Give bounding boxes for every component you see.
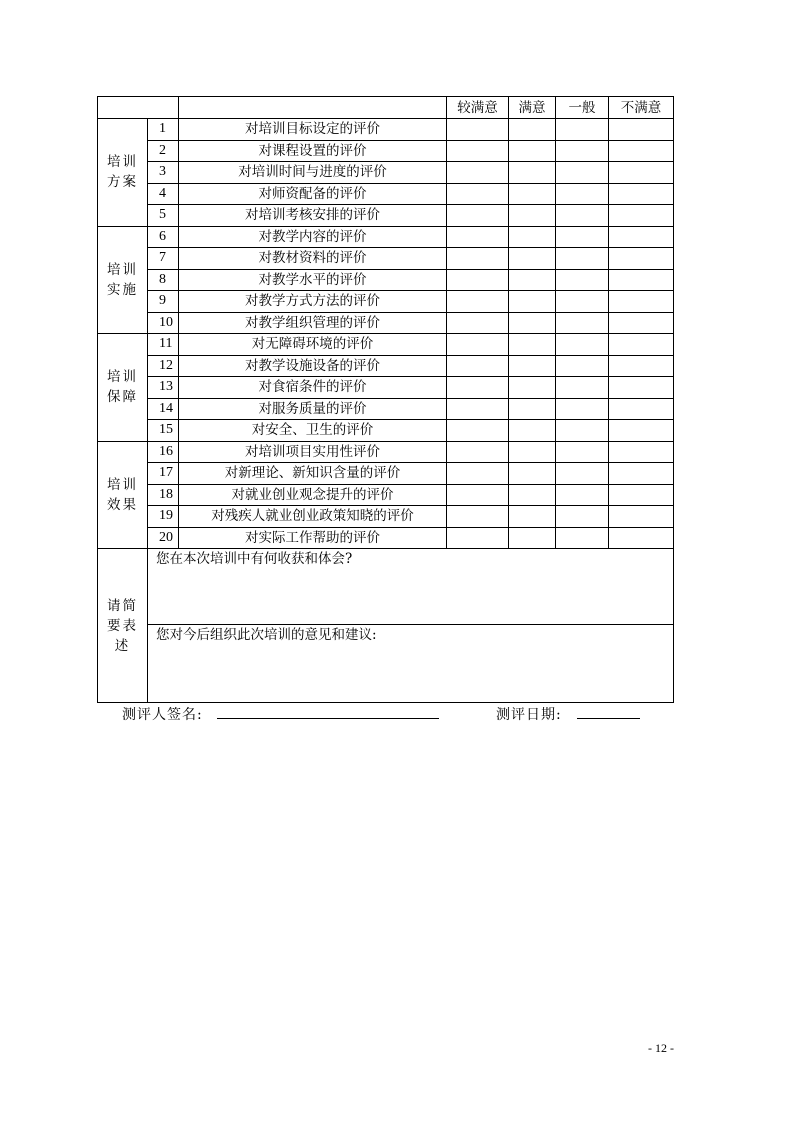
item-label: 对师资配备的评价 — [179, 183, 447, 205]
rating-average-cell[interactable] — [556, 463, 609, 485]
rating-satisfied-cell[interactable] — [509, 140, 556, 162]
rating-very-satisfied-cell[interactable] — [447, 248, 509, 270]
brief-row-1 — [98, 549, 674, 625]
rating-satisfied-cell[interactable] — [509, 355, 556, 377]
item-header-cell — [179, 97, 447, 119]
rating-very-satisfied-cell[interactable] — [447, 119, 509, 141]
item-number: 15 — [148, 420, 179, 442]
table-row — [98, 506, 674, 528]
group-name-line: 效果 — [107, 496, 138, 513]
rating-satisfied-cell[interactable] — [509, 527, 556, 549]
item-number: 3 — [148, 162, 179, 184]
rating-average-cell[interactable] — [556, 484, 609, 506]
rating-satisfied-cell[interactable] — [509, 398, 556, 420]
item-label: 对新理论、新知识含量的评价 — [179, 463, 447, 485]
rating-dissatisfied-cell[interactable] — [609, 506, 674, 528]
suggestions-question: 您对今后组织此次培训的意见和建议: — [156, 627, 377, 643]
item-number: 7 — [148, 248, 179, 270]
item-number: 12 — [148, 355, 179, 377]
signer-signature-line[interactable] — [217, 718, 439, 719]
rating-dissatisfied-cell[interactable] — [609, 291, 674, 313]
rating-very-satisfied-cell[interactable] — [447, 269, 509, 291]
rating-average-cell[interactable] — [556, 183, 609, 205]
rating-satisfied-cell[interactable] — [509, 441, 556, 463]
rating-average-cell[interactable] — [556, 334, 609, 356]
rating-satisfied-cell[interactable] — [509, 506, 556, 528]
table-row — [98, 484, 674, 506]
rating-average-cell[interactable] — [556, 441, 609, 463]
rating-dissatisfied-cell[interactable] — [609, 312, 674, 334]
rating-dissatisfied-cell[interactable] — [609, 205, 674, 227]
rating-dissatisfied-cell[interactable] — [609, 269, 674, 291]
rating-average-cell[interactable] — [556, 527, 609, 549]
rating-dissatisfied-cell[interactable] — [609, 162, 674, 184]
header-satisfied: 满意 — [509, 97, 556, 119]
item-label: 对教材资料的评价 — [179, 248, 447, 270]
rating-dissatisfied-cell[interactable] — [609, 248, 674, 270]
blank-header-cell — [98, 97, 179, 119]
item-label: 对实际工作帮助的评价 — [179, 527, 447, 549]
group-name-line: 培训 — [107, 154, 138, 171]
rating-average-cell[interactable] — [556, 312, 609, 334]
item-number: 16 — [148, 441, 179, 463]
table-row — [98, 183, 674, 205]
rating-average-cell[interactable] — [556, 269, 609, 291]
rating-average-cell[interactable] — [556, 248, 609, 270]
table-row — [98, 463, 674, 485]
header-very-satisfied: 较满意 — [447, 97, 509, 119]
table-row — [98, 205, 674, 227]
rating-dissatisfied-cell[interactable] — [609, 420, 674, 442]
table-row — [98, 355, 674, 377]
rating-very-satisfied-cell[interactable] — [447, 226, 509, 248]
item-label: 对教学设施设备的评价 — [179, 355, 447, 377]
rating-average-cell[interactable] — [556, 506, 609, 528]
item-number: 5 — [148, 205, 179, 227]
suggestions-response-area[interactable] — [148, 625, 674, 703]
rating-dissatisfied-cell[interactable] — [609, 334, 674, 356]
rating-dissatisfied-cell[interactable] — [609, 119, 674, 141]
item-number: 8 — [148, 269, 179, 291]
table-row — [98, 441, 674, 463]
rating-satisfied-cell[interactable] — [509, 291, 556, 313]
rating-average-cell[interactable] — [556, 398, 609, 420]
table-row — [98, 162, 674, 184]
rating-satisfied-cell[interactable] — [509, 269, 556, 291]
group-name-cell — [98, 441, 148, 549]
item-number: 9 — [148, 291, 179, 313]
header-row — [98, 97, 674, 119]
rating-dissatisfied-cell[interactable] — [609, 377, 674, 399]
rating-average-cell[interactable] — [556, 377, 609, 399]
rating-very-satisfied-cell[interactable] — [447, 355, 509, 377]
item-label: 对教学组织管理的评价 — [179, 312, 447, 334]
rating-satisfied-cell[interactable] — [509, 463, 556, 485]
table-row — [98, 420, 674, 442]
brief-label-line: 述 — [114, 637, 131, 654]
page-number: - 12 - — [648, 1041, 674, 1055]
table-row — [98, 291, 674, 313]
brief-label-line: 请简 — [107, 597, 138, 614]
rating-satisfied-cell[interactable] — [509, 420, 556, 442]
group-name-cell — [98, 119, 148, 227]
item-number: 14 — [148, 398, 179, 420]
group-name-line: 实施 — [107, 281, 138, 298]
rating-very-satisfied-cell[interactable] — [447, 377, 509, 399]
rating-very-satisfied-cell[interactable] — [447, 441, 509, 463]
rating-average-cell[interactable] — [556, 119, 609, 141]
rating-average-cell[interactable] — [556, 205, 609, 227]
item-label: 对课程设置的评价 — [179, 140, 447, 162]
rating-satisfied-cell[interactable] — [509, 312, 556, 334]
item-label: 对就业创业观念提升的评价 — [179, 484, 447, 506]
brief-section-label — [98, 549, 148, 703]
rating-satisfied-cell[interactable] — [509, 205, 556, 227]
item-number: 1 — [148, 119, 179, 141]
rating-very-satisfied-cell[interactable] — [447, 205, 509, 227]
item-number: 4 — [148, 183, 179, 205]
rating-dissatisfied-cell[interactable] — [609, 441, 674, 463]
rating-average-cell[interactable] — [556, 162, 609, 184]
brief-label-line: 要表 — [107, 617, 138, 634]
item-label: 对培训时间与进度的评价 — [179, 162, 447, 184]
rating-dissatisfied-cell[interactable] — [609, 355, 674, 377]
item-label: 对食宿条件的评价 — [179, 377, 447, 399]
header-dissatisfied: 不满意 — [609, 97, 674, 119]
table-row — [98, 398, 674, 420]
item-label: 对安全、卫生的评价 — [179, 420, 447, 442]
rating-very-satisfied-cell[interactable] — [447, 463, 509, 485]
table-row — [98, 269, 674, 291]
rating-very-satisfied-cell[interactable] — [447, 334, 509, 356]
rating-very-satisfied-cell[interactable] — [447, 162, 509, 184]
rating-average-cell[interactable] — [556, 226, 609, 248]
rating-satisfied-cell[interactable] — [509, 248, 556, 270]
rating-very-satisfied-cell[interactable] — [447, 312, 509, 334]
item-label: 对培训项目实用性评价 — [179, 441, 447, 463]
rating-very-satisfied-cell[interactable] — [447, 420, 509, 442]
group-name-line: 方案 — [107, 174, 138, 191]
rating-dissatisfied-cell[interactable] — [609, 398, 674, 420]
item-label: 对教学水平的评价 — [179, 269, 447, 291]
rating-very-satisfied-cell[interactable] — [447, 183, 509, 205]
rating-satisfied-cell[interactable] — [509, 334, 556, 356]
item-number: 2 — [148, 140, 179, 162]
group-name-line: 培训 — [107, 261, 138, 278]
rating-dissatisfied-cell[interactable] — [609, 226, 674, 248]
date-fill-line[interactable] — [577, 718, 640, 719]
rating-dissatisfied-cell[interactable] — [609, 463, 674, 485]
rating-satisfied-cell[interactable] — [509, 183, 556, 205]
rating-very-satisfied-cell[interactable] — [447, 506, 509, 528]
group-name-cell — [98, 334, 148, 442]
rating-very-satisfied-cell[interactable] — [447, 140, 509, 162]
rating-average-cell[interactable] — [556, 420, 609, 442]
item-number: 19 — [148, 506, 179, 528]
rating-average-cell[interactable] — [556, 291, 609, 313]
header-average: 一般 — [556, 97, 609, 119]
gains-question: 您在本次培训中有何收获和体会? — [156, 551, 353, 567]
rating-dissatisfied-cell[interactable] — [609, 183, 674, 205]
item-number: 13 — [148, 377, 179, 399]
rating-very-satisfied-cell[interactable] — [447, 527, 509, 549]
signer-label: 测评人签名: — [122, 707, 203, 723]
group-name-line: 保障 — [107, 389, 138, 406]
rating-dissatisfied-cell[interactable] — [609, 527, 674, 549]
item-number: 17 — [148, 463, 179, 485]
item-label: 对教学内容的评价 — [179, 226, 447, 248]
rating-average-cell[interactable] — [556, 355, 609, 377]
table-row — [98, 377, 674, 399]
table-row — [98, 527, 674, 549]
item-label: 对培训目标设定的评价 — [179, 119, 447, 141]
item-label: 对教学方式方法的评价 — [179, 291, 447, 313]
item-label: 对残疾人就业创业政策知晓的评价 — [179, 506, 447, 528]
table-row — [98, 312, 674, 334]
group-name-line: 培训 — [107, 476, 138, 493]
item-number: 10 — [148, 312, 179, 334]
item-label: 对培训考核安排的评价 — [179, 205, 447, 227]
item-number: 20 — [148, 527, 179, 549]
item-label: 对服务质量的评价 — [179, 398, 447, 420]
item-number: 6 — [148, 226, 179, 248]
rating-very-satisfied-cell[interactable] — [447, 484, 509, 506]
brief-row-2 — [98, 625, 674, 703]
rating-very-satisfied-cell[interactable] — [447, 291, 509, 313]
group-name-line: 培训 — [107, 369, 138, 386]
rating-satisfied-cell[interactable] — [509, 484, 556, 506]
rating-satisfied-cell[interactable] — [509, 377, 556, 399]
rating-satisfied-cell[interactable] — [509, 119, 556, 141]
evaluation-table — [97, 96, 674, 703]
rating-average-cell[interactable] — [556, 140, 609, 162]
rating-satisfied-cell[interactable] — [509, 226, 556, 248]
rating-very-satisfied-cell[interactable] — [447, 398, 509, 420]
table-row — [98, 334, 674, 356]
table-row — [98, 140, 674, 162]
table-row — [98, 226, 674, 248]
table-row — [98, 119, 674, 141]
gains-response-area[interactable] — [148, 549, 674, 625]
rating-satisfied-cell[interactable] — [509, 162, 556, 184]
rating-dissatisfied-cell[interactable] — [609, 140, 674, 162]
item-number: 18 — [148, 484, 179, 506]
item-label: 对无障碍环境的评价 — [179, 334, 447, 356]
date-label: 测评日期: — [496, 707, 562, 723]
group-name-cell — [98, 226, 148, 334]
item-number: 11 — [148, 334, 179, 356]
rating-dissatisfied-cell[interactable] — [609, 484, 674, 506]
table-row — [98, 248, 674, 270]
